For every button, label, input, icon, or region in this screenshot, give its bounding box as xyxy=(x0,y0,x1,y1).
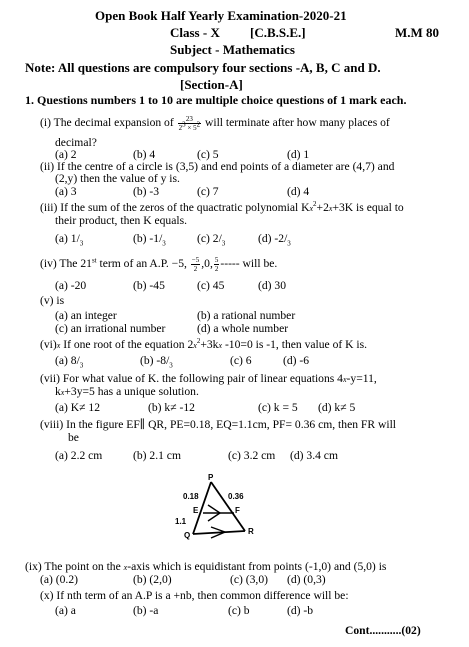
q10-option-c: (c) b xyxy=(228,604,250,617)
q4-option-a: (a) -20 xyxy=(55,279,87,292)
q3-option-c: (c) $2/_3$ xyxy=(197,232,226,248)
q6-option-c: (c) 6 xyxy=(230,354,252,367)
q7-option-c: (c) k = 5 xyxy=(258,401,298,414)
q2-option-b: (b) -3 xyxy=(133,185,160,198)
q5-option-a: (a) an integer xyxy=(55,309,117,322)
q2-line1: (ii) If the centre of a circle is (3,5) and end points of a diameter are (4,7) and xyxy=(40,160,395,173)
q4-option-d: (d) 30 xyxy=(258,279,287,292)
label-r: R xyxy=(248,527,254,536)
q1-line1: (i) The decimal expansion of $\frac{23}{2^3 \times 5^2}$ will terminate after how many places of xyxy=(40,115,390,132)
q5-option-b: (b) a rational number xyxy=(197,309,296,322)
label-f: F xyxy=(235,506,240,515)
q2-option-d: (d) 4 xyxy=(287,185,310,198)
q3-option-d: (d) $-2/_3$ xyxy=(258,232,291,248)
note-line: Note: All questions are compulsory four sections -A, B, C and D. xyxy=(25,60,381,75)
q9-option-b: (b) (2,0) xyxy=(133,573,172,586)
q6-line1: (vi)x If one root of the equation $2x^2+3kx$ -10=0 is -1, then value of K is. xyxy=(40,337,368,351)
q10-line1: (x) If nth term of an A.P is a +nb, then common difference will be: xyxy=(40,589,349,602)
q4-option-b: (b) -45 xyxy=(133,279,165,292)
q7-line2: kx+3y=5 has a unique solution. xyxy=(55,385,199,398)
subject-label: Subject - Mathematics xyxy=(170,42,295,57)
q9-option-a: (a) (0.2) xyxy=(40,573,78,586)
q8-option-a: (a) 2.2 cm xyxy=(55,449,103,462)
q10-option-a: (a) a xyxy=(55,604,76,617)
q8-line2: be xyxy=(68,431,79,444)
section-title: [Section-A] xyxy=(180,77,243,92)
q4-line1: (iv) The 21st term of an A.P. −5, $\frac{-5}{2}$ ,0, $\frac{5}{2}$ ----- will be. xyxy=(40,256,278,273)
q2-option-a: (a) 3 xyxy=(55,185,77,198)
continuation-note: Cont...........(02) xyxy=(345,624,421,637)
q10-option-b: (b) -a xyxy=(133,604,159,617)
q1-option-b: (b) 4 xyxy=(133,148,156,161)
q3-option-b: (b) $-1/_3$ xyxy=(133,232,166,248)
q4-fraction-2: $\frac{5}{2}$ xyxy=(214,256,219,273)
instruction: 1. Questions numbers 1 to 10 are multiple choice questions of 1 mark each. xyxy=(25,93,407,107)
q8-option-c: (c) 3.2 cm xyxy=(228,449,276,462)
q7-option-b: (b) k≠ -12 xyxy=(148,401,195,414)
board-label: [C.B.S.E.] xyxy=(250,25,306,40)
q5-option-d: (d) a whole number xyxy=(197,322,289,335)
triangle-figure xyxy=(168,470,278,542)
q8-option-b: (b) 2.1 cm xyxy=(133,449,181,462)
q6-option-b: (b) $-8/_3$ xyxy=(140,354,173,370)
q1-fraction: $\frac{23}{2^3 \times 5^2}$ xyxy=(178,115,201,132)
label-pe: 0.18 xyxy=(183,492,199,501)
class-label: Class - X xyxy=(170,25,220,40)
q9-line1: (ix) The point on the x-axis which is equidistant from points (-1,0) and (5,0) is xyxy=(25,560,387,573)
q7-line1: (vii) For what value of K. the following pair of linear equations 4x-y=11, xyxy=(40,372,377,385)
q2-line2: (2,y) then the value of y is. xyxy=(55,172,180,185)
q3-option-a: (a) $1/_3$ xyxy=(55,232,84,248)
q7-option-a: (a) K≠ 12 xyxy=(55,401,100,414)
label-q: Q xyxy=(184,531,191,540)
exam-title: Open Book Half Yearly Examination-2020-21 xyxy=(95,8,347,23)
q1-option-d: (d) 1 xyxy=(287,148,310,161)
q10-option-d: (d) -b xyxy=(287,604,314,617)
q9-option-c: (c) (3,0) xyxy=(230,573,268,586)
q7-option-d: (d) k≠ 5 xyxy=(318,401,356,414)
q8-option-d: (d) 3.4 cm xyxy=(290,449,338,462)
label-eq: 1.1 xyxy=(175,517,187,526)
q9-option-d: (d) (0,3) xyxy=(287,573,326,586)
q6-option-d: (d) -6 xyxy=(283,354,310,367)
q3-line2: their product, then K equals. xyxy=(55,214,188,227)
q5-line1: (v) is xyxy=(40,294,65,307)
q4-option-c: (c) 45 xyxy=(197,279,225,292)
label-e: E xyxy=(193,506,199,515)
q2-option-c: (c) 7 xyxy=(197,185,219,198)
label-pf: 0.36 xyxy=(228,492,244,501)
q8-line1: (viii) In the figure EF∥ QR, PE=0.18, EQ=1.1cm, PF= 0.36 cm, then FR will xyxy=(40,418,397,431)
max-marks: M.M 80 xyxy=(395,25,440,40)
q1-option-c: (c) 5 xyxy=(197,148,219,161)
q5-option-c: (c) an irrational number xyxy=(55,322,166,335)
q6-option-a: (a) $8/_3$ xyxy=(55,354,84,370)
q1-line2: decimal? xyxy=(55,136,97,149)
q4-fraction-1: $\frac{-5}{2}$ xyxy=(191,256,200,273)
q1-option-a: (a) 2 xyxy=(55,148,77,161)
label-p: P xyxy=(208,473,214,482)
q3-line1: (iii) If the sum of the zeros of the quactratic polynomial $Kx^2+2x+3K$ is equal to xyxy=(40,200,404,214)
